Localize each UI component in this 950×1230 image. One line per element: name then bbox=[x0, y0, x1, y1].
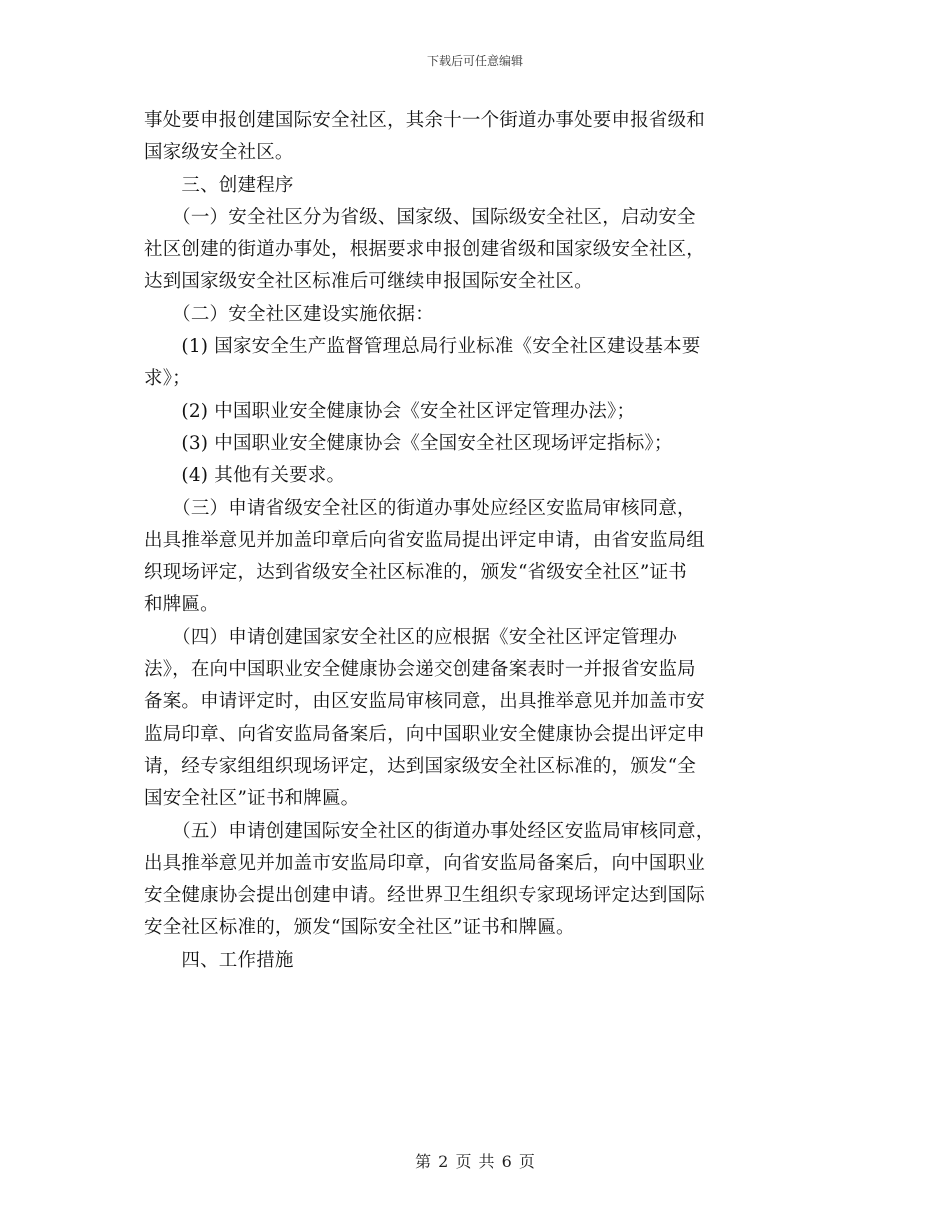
text-line: 法》，在向中国职业安全健康协会递交创建备案表时一并报省安监局 bbox=[144, 659, 696, 681]
text-line: 安全社区标准的，颁发“国际安全社区”证书和牌匾。 bbox=[144, 917, 575, 939]
text-line: 国安全社区”证书和牌匾。 bbox=[144, 788, 360, 810]
page-header: 下载后可任意编辑 bbox=[426, 54, 523, 68]
text-line: (3) 中国职业安全健康协会《全国安全社区现场评定指标》； bbox=[144, 432, 673, 454]
text-line: 和牌匾。 bbox=[144, 594, 219, 616]
section-heading: 四、工作措施 bbox=[144, 949, 294, 971]
text-line: 出具推举意见并加盖市安监局印章，向省安监局备案后，向中国职业 bbox=[144, 852, 706, 874]
text-line: 监局印章、向省安监局备案后，向中国职业安全健康协会提出评定申 bbox=[144, 723, 706, 745]
text-line: 出具推举意见并加盖印章后向省安监局提出评定申请，由省安监局组 bbox=[144, 529, 706, 551]
text-line: （五）申请创建国际安全社区的街道办事处经区安监局审核同意， bbox=[144, 820, 715, 842]
text-line: （三）申请省级安全社区的街道办事处应经区安监局审核同意， bbox=[144, 497, 696, 519]
text-line: 社区创建的街道办事处，根据要求申报创建省级和国家级安全社区， bbox=[144, 239, 706, 261]
document-body bbox=[144, 105, 810, 977]
section-heading: 三、创建程序 bbox=[144, 174, 294, 196]
text-line: （四）申请创建国家安全社区的应根据《安全社区评定管理办 bbox=[144, 626, 678, 648]
page-footer: 第 2 页 共 6 页 bbox=[415, 1152, 535, 1171]
text-line: 达到国家级安全社区标准后可继续申报国际安全社区。 bbox=[144, 271, 593, 293]
text-line: (4) 其他有关要求。 bbox=[144, 465, 346, 487]
text-line: 备案。申请评定时，由区安监局审核同意，出具推举意见并加盖市安 bbox=[144, 691, 706, 713]
text-line: (2) 中国职业安全健康协会《安全社区评定管理办法》； bbox=[144, 400, 636, 422]
text-line: （二）安全社区建设实施依据： bbox=[144, 303, 434, 325]
text-line: 国家级安全社区。 bbox=[144, 142, 294, 164]
text-line: 求》； bbox=[144, 368, 191, 390]
text-line: 安全健康协会提出创建申请。经世界卫生组织专家现场评定达到国际 bbox=[144, 885, 706, 907]
text-line: （一）安全社区分为省级、国家级、国际级安全社区，启动安全 bbox=[144, 206, 696, 228]
text-line: 事处要申报创建国际安全社区，其余十一个街道办事处要申报省级和 bbox=[144, 110, 706, 131]
text-line: 请，经专家组组织现场评定，达到国家级安全社区标准的，颁发“全 bbox=[144, 755, 696, 777]
text-line: (1) 国家安全生产监督管理总局行业标准《安全社区建设基本要 bbox=[144, 336, 701, 358]
text-line: 织现场评定，达到省级安全社区标准的，颁发“省级安全社区”证书 bbox=[144, 562, 687, 584]
